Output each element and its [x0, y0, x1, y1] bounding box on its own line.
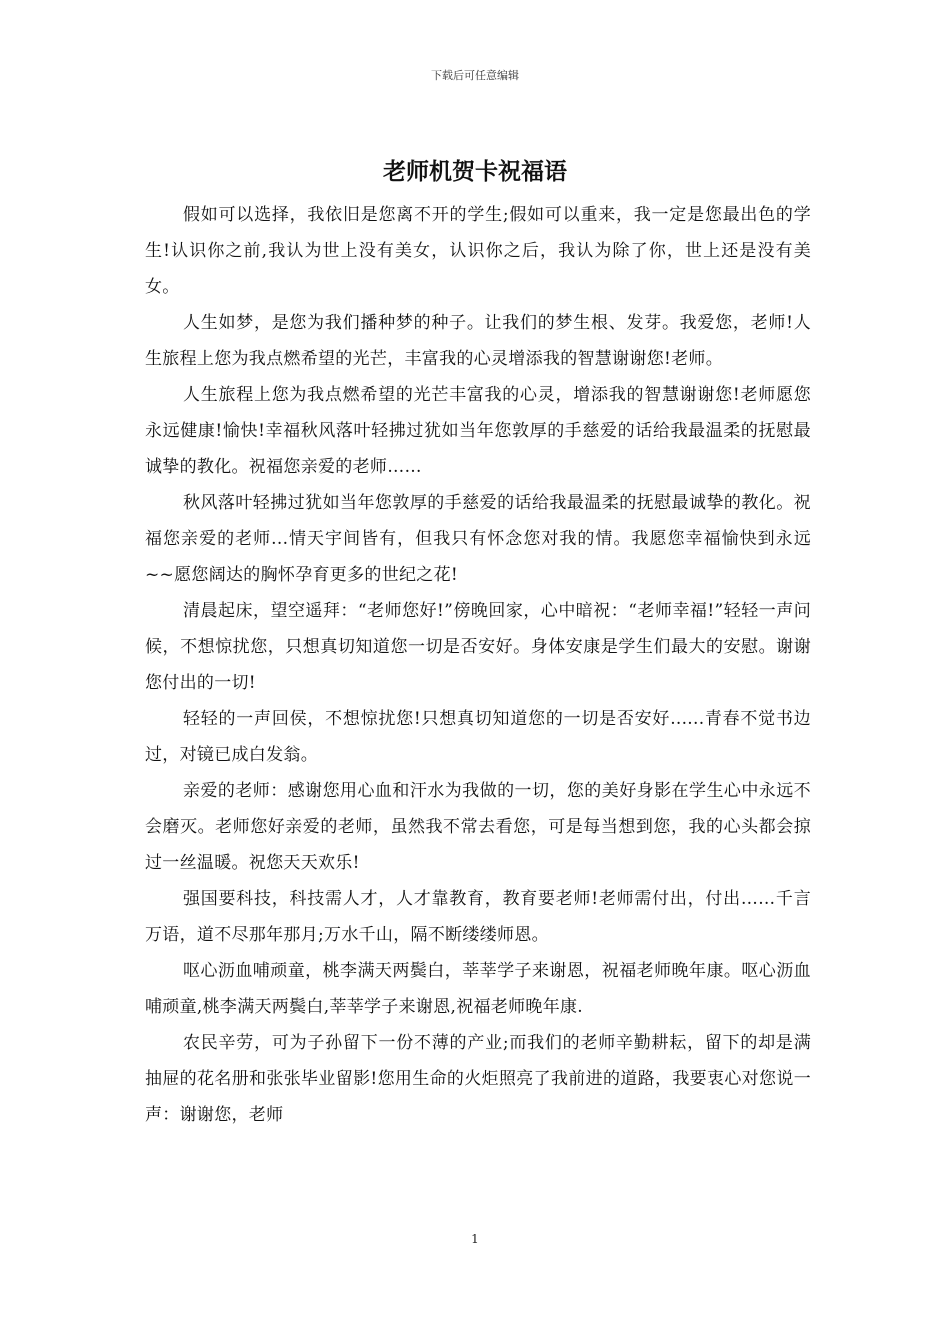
paragraph: 清晨起床，望空遥拜：“老师您好!”傍晚回家，心中暗祝：“老师幸福!”轻轻一声问候，不想惊扰您，只想真切知道您一切是否安好。身体安康是学生们最大的安慰。谢谢您付出的一切!: [145, 601, 811, 693]
paragraph: 轻轻的一声回侯，不想惊扰您!只想真切知道您的一切是否安好......青春不觉书边过，对镜已成白发翁。: [145, 709, 811, 765]
paragraph: 强国要科技，科技需人才，人才靠教育，教育要老师!老师需付出，付出……千言万语，道不尽那年那月;万水千山，隔不断缕缕师恩。: [145, 889, 811, 945]
paragraph: 人生如梦，是您为我们播种梦的种子。让我们的梦生根、发芽。我爱您，老师!人生旅程上您为我点燃希望的光芒，丰富我的心灵增添我的智慧谢谢您!老师。: [145, 313, 811, 369]
paragraph: 亲爱的老师：感谢您用心血和汗水为我做的一切，您的美好身影在学生心中永远不会磨灭。老师您好亲爱的老师，虽然我不常去看您，可是每当想到您，我的心头都会掠过一丝温暖。祝您天天欢乐!: [145, 781, 811, 873]
paragraph: 呕心沥血哺顽童，桃李满天两鬓白，莘莘学子来谢恩，祝福老师晚年康。呕心沥血哺顽童,桃李满天两鬓白,莘莘学子来谢恩,祝福老师晚年康.: [145, 961, 811, 1017]
page-number: 1: [471, 1232, 479, 1246]
paragraph: 人生旅程上您为我点燃希望的光芒丰富我的心灵，增添我的智慧谢谢您!老师愿您永远健康!愉快!幸福秋风落叶轻拂过犹如当年您敦厚的手慈爱的话给我最温柔的抚慰最诚挚的教化。祝福您亲爱的老师……: [145, 385, 811, 477]
paragraph: 秋风落叶轻拂过犹如当年您敦厚的手慈爱的话给我最温柔的抚慰最诚挚的教化。祝福您亲爱的老师...情天宇间皆有，但我只有怀念您对我的情。我愿您幸福愉快到永远~~愿您阔达的胸怀孕育更多的世纪之花!: [145, 493, 811, 585]
paragraph: 假如可以选择，我依旧是您离不开的学生;假如可以重来，我一定是您最出色的学生!认识你之前,我认为世上没有美女，认识你之后，我认为除了你，世上还是没有美女。: [145, 205, 811, 297]
page-title: 老师机贺卡祝福语: [383, 158, 567, 185]
paragraph: 农民辛劳，可为子孙留下一份不薄的产业;而我们的老师辛勤耕耘，留下的却是满抽屉的花名册和张张毕业留影!您用生命的火炬照亮了我前进的道路，我要衷心对您说一声：谢谢您，老师: [145, 1033, 811, 1125]
header-note: 下载后可任意编辑: [431, 69, 519, 82]
document-body: [145, 197, 811, 1133]
